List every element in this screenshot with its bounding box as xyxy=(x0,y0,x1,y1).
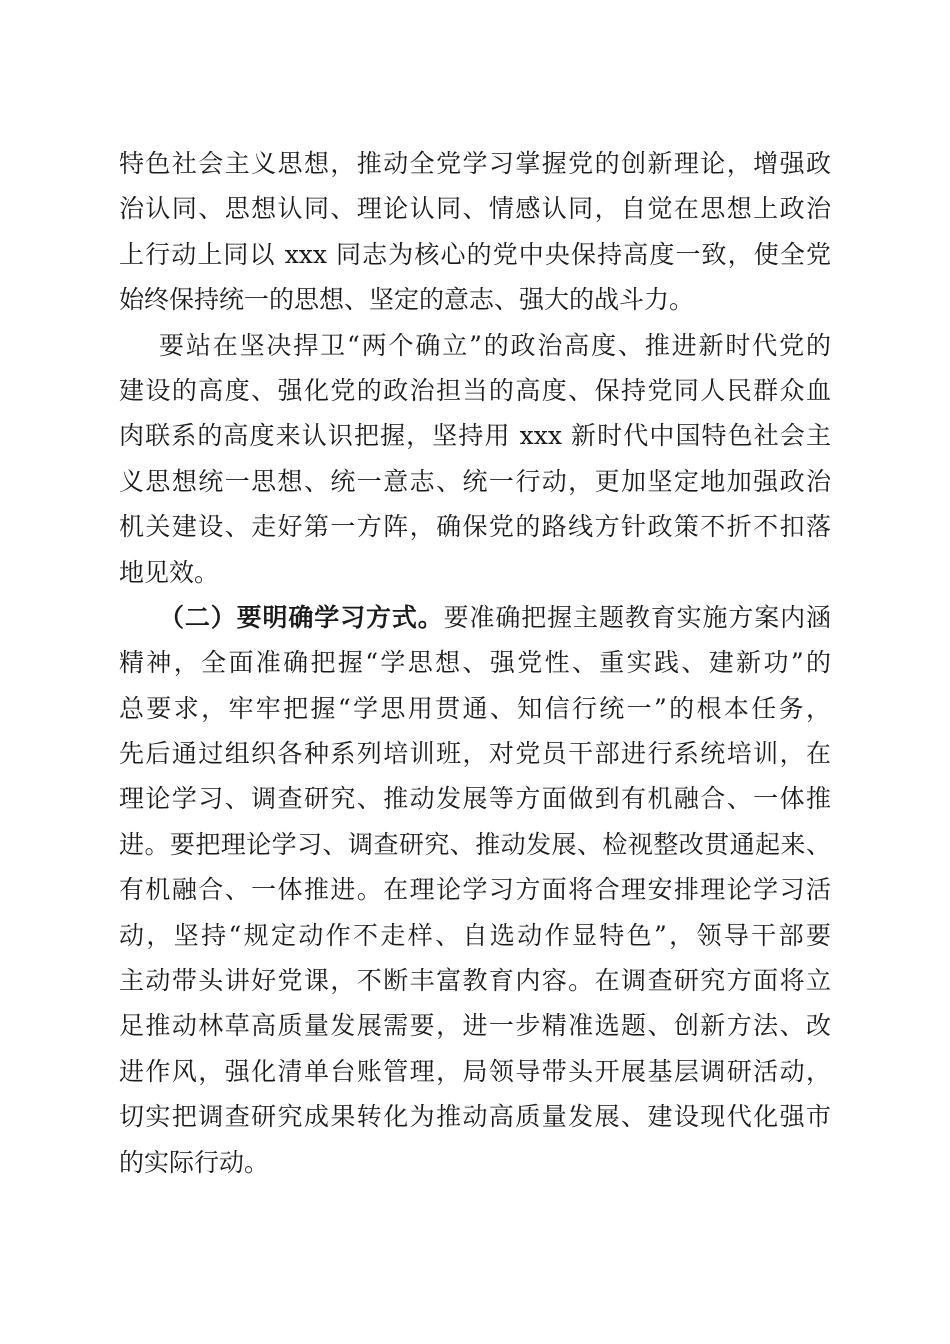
document-body xyxy=(119,141,831,1185)
paragraph-2-line: 要站在坚决捍卫“两个确立”的政治高度、推进新时代党的 xyxy=(159,330,831,360)
section-heading: （二）要明确学习方式。 xyxy=(159,602,444,632)
paragraph-3-line: 有机融合、一体推进。在理论学习方面将合理安排理论学习活 xyxy=(119,875,831,905)
paragraph-2 xyxy=(119,323,831,595)
paragraph-3-first-line-text: 要准确把握主题教育实施方案内涵 xyxy=(443,602,831,632)
paragraph-1-line: 治认同、思想认同、理论认同、情感认同，自觉在思想上政治 xyxy=(119,194,831,224)
paragraph-2-line: 肉联系的高度来认识把握，坚持用 xxx 新时代中国特色社会主 xyxy=(119,421,831,451)
paragraph-2-line: 地见效。 xyxy=(119,557,220,587)
paragraph-3-line: 总要求，牢牢把握“学思用贯通、知信行统一”的根本任务， xyxy=(119,693,831,723)
paragraph-3-line: 动，坚持“规定动作不走样、自选动作显特色”，领导干部要 xyxy=(119,920,831,950)
paragraph-1-line: 始终保持统一的思想、坚定的意志、强大的战斗力。 xyxy=(119,285,695,315)
paragraph-3-line: 的实际行动。 xyxy=(119,1147,270,1177)
paragraph-2-line: 义思想统一思想、统一意志、统一行动，更加坚定地加强政治 xyxy=(119,466,831,496)
paragraph-3-line: 足推动林草高质量发展需要，进一步精准选题、创新方法、改 xyxy=(119,1011,831,1041)
paragraph-3-line: 理论学习、调查研究、推动发展等方面做到有机融合、一体推 xyxy=(119,784,831,814)
paragraph-3-line: 进。要把理论学习、调查研究、推动发展、检视整改贯通起来、 xyxy=(119,829,831,859)
paragraph-1-line: 特色社会主义思想，推动全党学习掌握党的创新理论，增强政 xyxy=(119,149,831,178)
paragraph-3-line: 先后通过组织各种系列培训班，对党员干部进行系统培训，在 xyxy=(119,739,831,769)
paragraph-3-line: 精神，全面准确把握“学思想、强党性、重实践、建新功”的 xyxy=(119,648,831,678)
paragraph-3 xyxy=(119,595,831,1185)
paragraph-3-line: 切实把调查研究成果转化为推动高质量发展、建设现代化强市 xyxy=(119,1102,831,1132)
paragraph-3-line: 进作风，强化清单台账管理，局领导带头开展基层调研活动， xyxy=(119,1056,831,1086)
paragraph-3-first-line xyxy=(119,595,831,640)
paragraph-1-line: 上行动上同以 xxx 同志为核心的党中央保持高度一致，使全党 xyxy=(119,239,831,269)
paragraph-1 xyxy=(119,141,831,323)
paragraph-3-line: 主动带头讲好党课，不断丰富教育内容。在调查研究方面将立 xyxy=(119,966,831,996)
paragraph-2-line: 机关建设、走好第一方阵，确保党的路线方针政策不折不扣落 xyxy=(119,512,831,542)
paragraph-2-line: 建设的高度、强化党的政治担当的高度、保持党同人民群众血 xyxy=(119,375,831,405)
